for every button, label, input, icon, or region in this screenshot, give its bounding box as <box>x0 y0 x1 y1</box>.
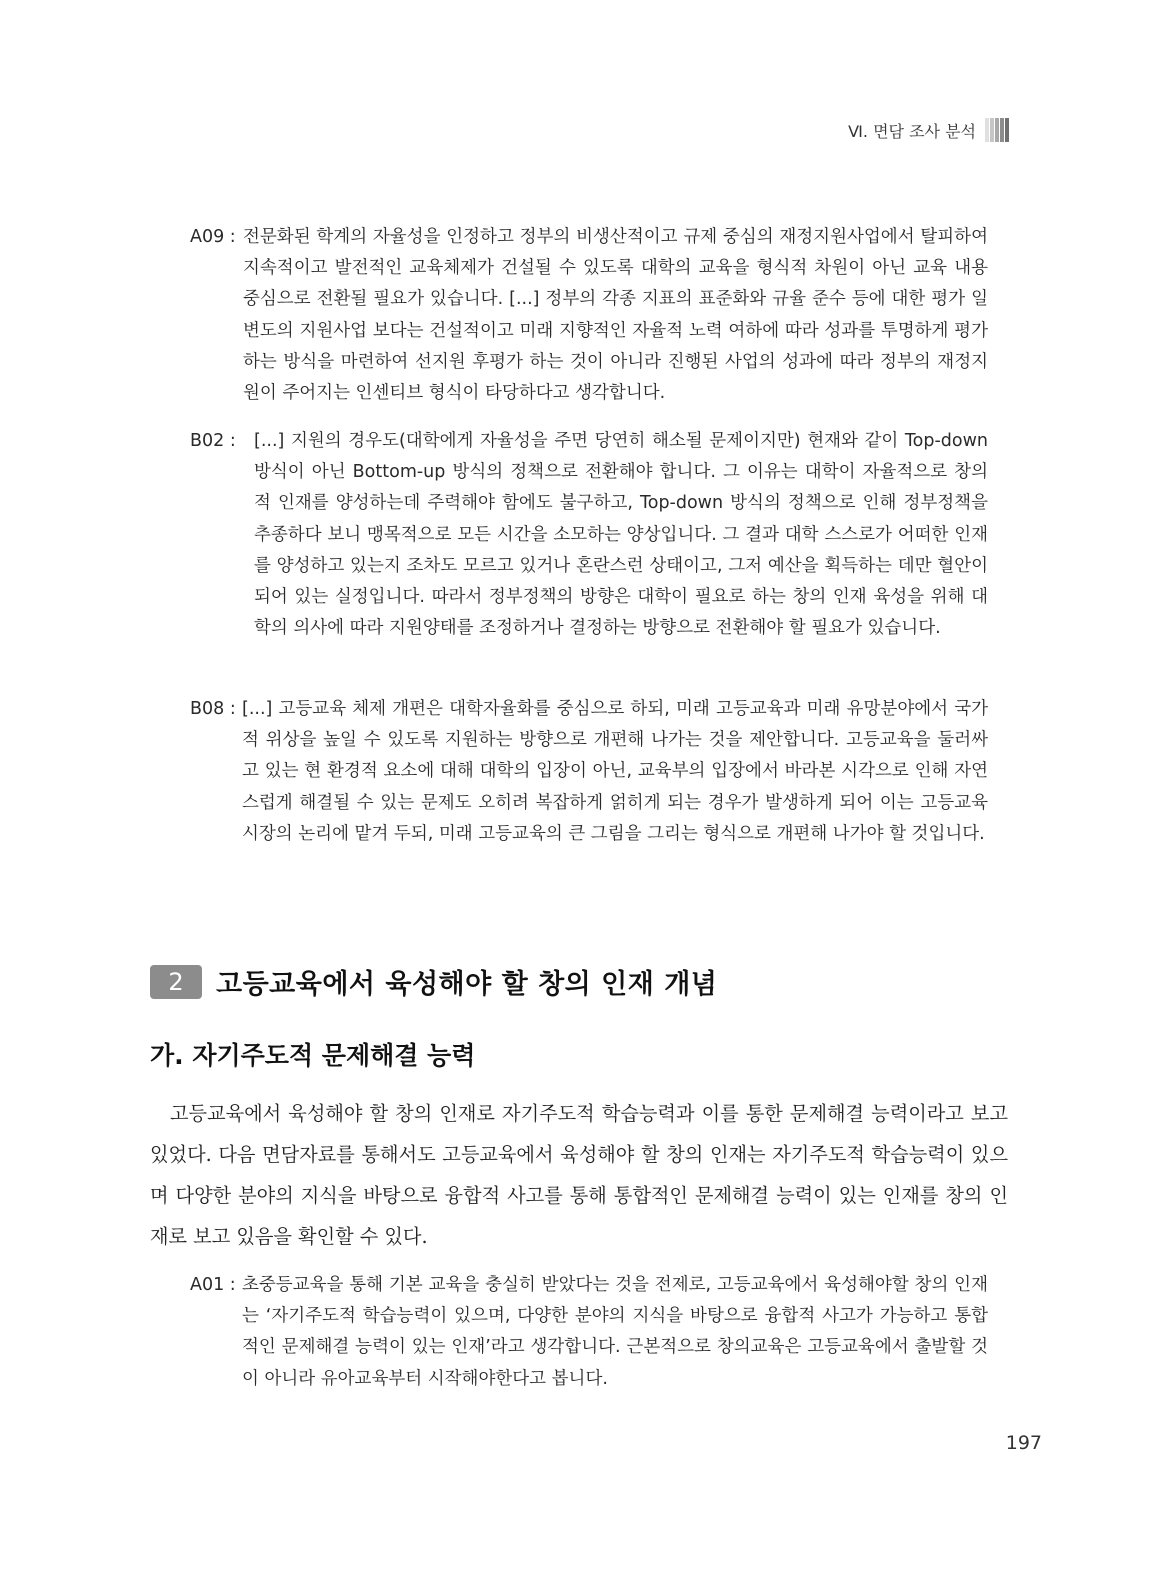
page-number: 197 <box>1005 1432 1042 1454</box>
interview-quote-a09 <box>190 222 988 409</box>
speaker-label: B08 : <box>190 699 236 719</box>
interview-quote-b08 <box>190 694 988 850</box>
quote-text: 전문화된 학계의 자율성을 인정하고 정부의 비생산적이고 규제 중심의 재정지원사업에서 탈피하여 지속적이고 발전적인 교육체제가 건설될 수 있도록 대학의 교육을 형식적 차원이 아닌 교육 내용 중심으로 전환될 필요가 있습니다. [...] 정부의 각종 지표의 표준화와 규율 준수 등에 대한 평가 일변도의 지원사업 보다는 건설적이고 미래 지향적인 자율적 노력 여하에 따라 성과를 투명하게 평가하는 방식을 마련하여 선지원 후평가 하는 것이 아니라 진행된 사업의 성과에 따라 정부의 재정지원이 주어지는 인센티브 형식이 타당하다고 생각합니다. <box>243 227 988 404</box>
speaker-label: A09 : <box>190 227 236 247</box>
interview-quote-a01 <box>190 1270 988 1395</box>
interview-quote-b02 <box>190 426 988 644</box>
section-number-badge: 2 <box>150 965 202 999</box>
quote-text: [...] 지원의 경우도(대학에게 자율성을 주면 당연히 해소될 문제이지만) 현재와 같이 Top-down 방식이 아닌 Bottom-up 방식의 정책으로 전환해야 합니다. 그 이유는 대학이 자율적으로 창의적 인재를 양성하는데 주력해야 함에도 불구하고, Top-down 방식의 정책으로 인해 정부정책을 추종하다 보니 맹목적으로 모든 시간을 소모하는 양상입니다. 그 결과 대학 스스로가 어떠한 인재를 양성하고 있는지 조차도 모르고 있거나 혼란스런 상태이고, 그저 예산을 획득하는 데만 혈안이 되어 있는 실정입니다. 따라서 정부정책의 방향은 대학이 필요로 하는 창의 인재 육성을 위해 대학의 의사에 따라 지원양태를 조정하거나 결정하는 방향으로 전환해야 할 필요가 있습니다. <box>254 431 988 639</box>
speaker-label: B02 : <box>190 431 236 451</box>
quote-text: [...] 고등교육 체제 개편은 대학자율화를 중심으로 하되, 미래 고등교육과 미래 유망분야에서 국가적 위상을 높일 수 있도록 지원하는 방향으로 개편해 나가는 것을 제안합니다. 고등교육을 둘러싸고 있는 현 환경적 요소에 대해 대학의 입장이 아닌, 교육부의 입장에서 바라본 시각으로 인해 자연스럽게 해결될 수 있는 문제도 오히려 복잡하게 얽히게 되는 경우가 발생하게 되어 이는 고등교육 시장의 논리에 맡겨 두되, 미래 고등교육의 큰 그림을 그리는 형식으로 개편해 나가야 할 것입니다. <box>242 699 988 844</box>
header-decoration-bars <box>984 118 1009 142</box>
section-heading <box>150 962 717 1001</box>
running-header <box>848 118 1009 142</box>
speaker-label: A01 : <box>190 1275 236 1295</box>
subsection-title: 가. 자기주도적 문제해결 능력 <box>150 1041 476 1070</box>
body-paragraph: 고등교육에서 육성해야 할 창의 인재로 자기주도적 학습능력과 이를 통한 문제해결 능력이라고 보고 있었다. 다음 면담자료를 통해서도 고등교육에서 육성해야 할 창의 인재는 자기주도적 학습능력이 있으며 다양한 분야의 지식을 바탕으로 융합적 사고를 통해 통합적인 문제해결 능력이 있는 인재를 창의 인재로 보고 있음을 확인할 수 있다. <box>150 1102 1008 1248</box>
quote-text: 초중등교육을 통해 기본 교육을 충실히 받았다는 것을 전제로, 고등교육에서 육성해야할 창의 인재는 ‘자기주도적 학습능력이 있으며, 다양한 분야의 지식을 바탕으로 융합적 사고가 가능하고 통합적인 문제해결 능력이 있는 인재’라고 생각합니다. 근본적으로 창의교육은 고등교육에서 출발할 것이 아니라 유아교육부터 시작해야한다고 봅니다. <box>242 1275 988 1389</box>
running-title: Ⅵ. 면담 조사 분석 <box>848 121 976 141</box>
section-title: 고등교육에서 육성해야 할 창의 인재 개념 <box>216 969 718 1000</box>
